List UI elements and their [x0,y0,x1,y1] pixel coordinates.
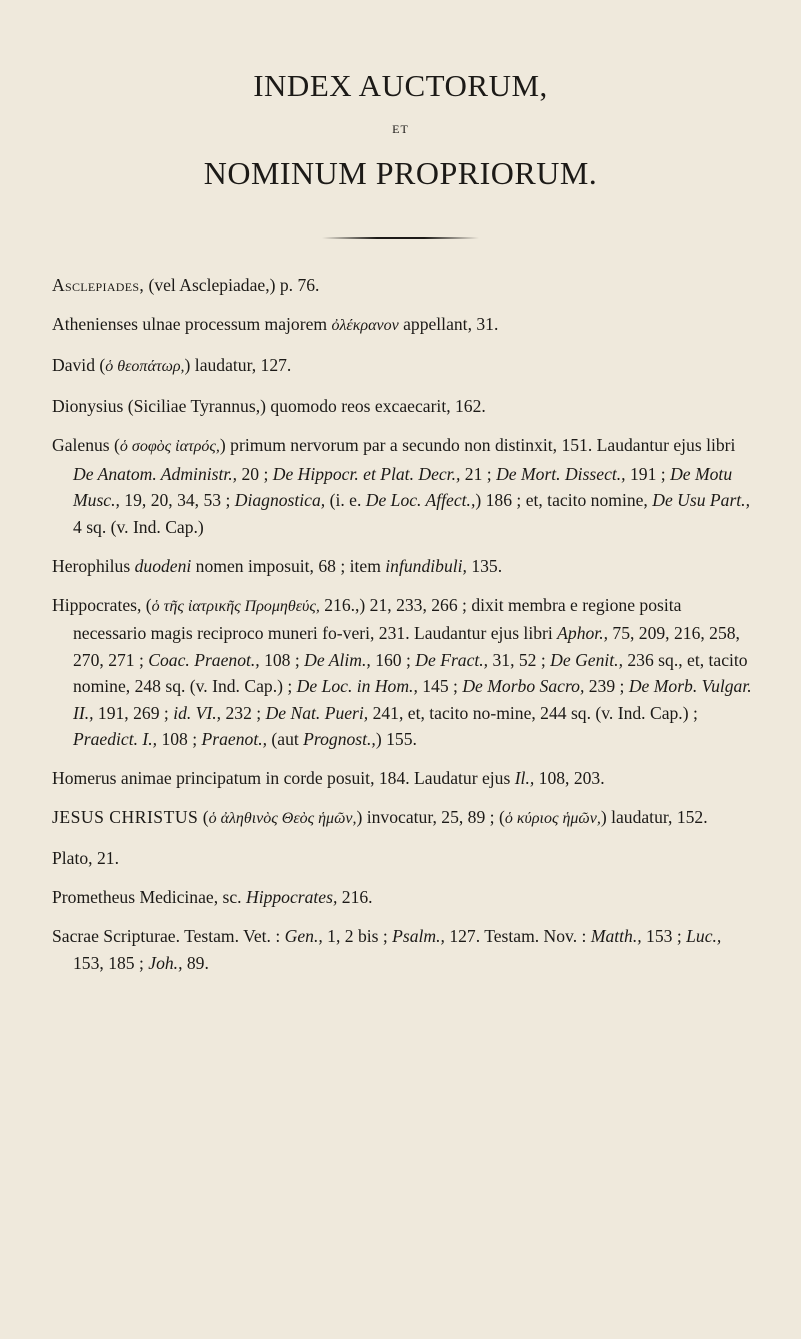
entry-name: Asclepiades, [52,275,145,295]
entry-name: David [52,355,95,375]
greek-term: ὁ κύριος ἡμῶν, [504,810,601,827]
index-subtitle: NOMINUM PROPRIORUM. [203,155,598,191]
work-title: De Morb. Vulgar. II., [73,676,752,723]
entry-name: Herophilus [52,555,131,576]
entry-prometheus: Prometheus Medicinae, sc. Hippocrates, 216. [52,887,373,907]
entry-name: Galenus [52,435,110,455]
entry-name: Sacrae Scripturae. [52,926,180,946]
term: duodeni [134,555,192,576]
work-title: Praedict. I., [73,729,158,749]
greek-term: ὁ τῆς ἰατρικῆς Προμηθεύς, [151,597,320,615]
work-title: Diagnostica, [234,490,326,510]
work-title: Il., [514,768,535,788]
work-title: De Morbo Sacro, [462,676,585,696]
entry-asclepiades: Asclepiades, (vel Asclepiadae,) p. 76. [52,275,320,295]
work-title: De Genit., [550,649,623,670]
title-conjunction: ET [392,122,409,136]
work-title: De Loc. Affect., [365,490,476,510]
work-title: De Anatom. Administr., [73,463,238,484]
work-title: De Motu Musc., [73,463,733,510]
title-divider [322,237,479,239]
entry-name: Athenienses [52,314,138,334]
work-title: Luc., [686,926,722,946]
work-title: Psalm., [392,926,445,946]
work-title: De Nat. Pueri, [265,702,369,723]
work-title: Gen., [284,926,323,946]
work-title: De Alim., [304,649,371,670]
work-title: De Loc. in Hom., [296,676,418,696]
entry-sacrae-scripturae: Sacrae Scripturae. Testam. Vet. : Gen., 1, 2 bis ; Psalm., 127. Testam. Nov. : Matth., 153 ; Luc., 153, 185 ; Joh., 89. [52,926,722,973]
entry-herophilus: Herophilus duodeni nomen imposuit, 68 ; item infundibuli, 135. [52,555,503,576]
greek-term: ὁ ἀληθινὸς Θεὸς ἡμῶν, [208,810,357,827]
entry-dionysius: Dionysius (Siciliae Tyrannus,) quomodo reos excaecarit, 162. [52,396,486,416]
entry-name: Plato, [52,848,93,868]
entry-name: Homerus [52,768,117,788]
greek-term: ὁ θεοπάτωρ, [105,358,185,375]
index-title: INDEX AUCTORUM, [253,68,548,103]
work-title: De Hippocr. et Plat. Decr., [272,463,461,484]
work-title: id. VI., [173,702,222,723]
work-title: Praenot., [201,729,268,749]
entry-homerus: Homerus animae principatum in corde posuit, 184. Laudatur ejus Il., 108, 203. [52,768,605,788]
entry-jesus-christus: JESUS CHRISTUS (ὁ ἀληθινὸς Θεὸς ἡμῶν,) invocatur, 25, 89 ; (ὁ κύριος ἡμῶν,) laudatur, 152. [52,807,708,827]
entry-name: JESUS CHRISTUS [52,807,199,827]
work-title: Coac. Praenot., [148,649,260,670]
work-title: Joh., [148,952,183,973]
term: Hippocrates, [245,887,338,907]
entry-david: David (ὁ θεοπάτωρ,) laudatur, 127. [52,355,292,375]
work-title: Aphor., [557,623,608,643]
entry-hippocrates: Hippocrates, (ὁ τῆς ἰατρικῆς Προμηθεύς, 216.,) 21, 233, 266 ; dixit membra e regione posita necessario magis reciproco muneri fo-veri, 231. Laudantur ejus libri Aphor., 75, 209, 216, 258, 270, 271 ; Coac. Praenot., 108 ; De Alim., 160 ; De Fract., 31, 52 ; De Genit., 236 sq., et, tacito nomine, 248 sq. (v. Ind. Cap.) ; De Loc. in Hom., 145 ; De Morbo Sacro, 239 ; De Morb. Vulgar. II., 191, 269 ; id. VI., 232 ; De Nat. Pueri, 241, et, tacito no-mine, 244 sq. (v. Ind. Cap.) ; Praedict. I., 108 ; Praenot., (aut Prognost.,) 155. [52,594,752,749]
work-title: De Fract., [415,649,489,670]
work-title: Matth., [590,926,642,946]
entry-athenienses: Athenienses ulnae processum majorem ὀλέκρανον appellant, 31. [52,314,499,334]
entry-name: Prometheus [52,887,136,907]
entry-plato: Plato, 21. [52,848,119,868]
work-title: Prognost., [303,729,376,749]
greek-term: ὀλέκρανον [331,317,399,334]
greek-term: ὁ σοφὸς ἰατρός, [119,438,220,455]
entry-name: Hippocrates, [52,594,142,615]
work-title: De Mort. Dissect., [496,463,626,484]
index-entries [52,272,752,989]
term: infundibuli, [385,555,467,576]
entry-name: Dionysius [52,396,124,416]
work-title: De Usu Part., [652,490,750,510]
entry-galenus: Galenus (ὁ σοφὸς ἰατρός,) primum nervorum par a secundo non distinxit, 151. Laudantur ejus libri De Anatom. Administr., 20 ; De Hippocr. et Plat. Decr., 21 ; De Mort. Dissect., 191 ; De Motu Musc., 19, 20, 34, 53 ; Diagnostica, (i. e. De Loc. Affect.,) 186 ; et, tacito nomine, De Usu Part., 4 sq. (v. Ind. Cap.) [52,435,750,537]
